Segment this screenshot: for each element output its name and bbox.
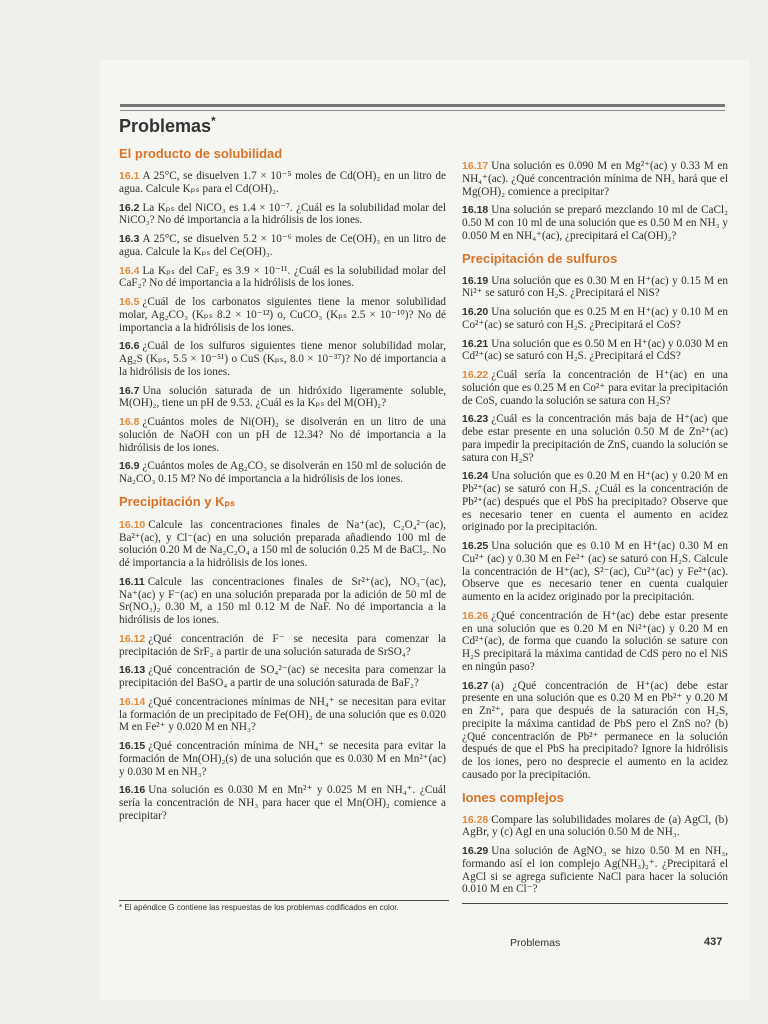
left-column [119, 138, 446, 829]
problem-number: 16.24 [462, 470, 489, 483]
problem-number: 16.14 [119, 695, 146, 708]
problem-number: 16.2 [119, 201, 140, 214]
problem-number: 16.11 [119, 575, 145, 588]
problem-text: Calcule las concentraciones finales de Na⁺(ac), C₂O₄²⁻(ac), Ba²⁺(ac), y Cl⁻(ac) en una solución preparada añadiendo 100 ml de solución 0.20 M de Na₂C₂O₄ a 150 ml de solución 0.25 M de BaCl₂. No dé importancia a la hidrólisis de los iones. [119, 518, 446, 569]
problem-item [462, 540, 728, 604]
problem-number: 16.1 [119, 170, 140, 182]
problem-text: ¿Qué concentración de F⁻ se necesita para comenzar la precipitación de SrF₂ a partir de una solución saturada de SrSO₄? [119, 632, 446, 658]
problem-item [119, 296, 446, 334]
problem-item [462, 470, 728, 534]
problem-item [119, 233, 446, 259]
problem-text: Una solución es 0.090 M en Mg²⁺(ac) y 0.33 M en NH₄⁺(ac). ¿Qué concentración mínima de NH₃ hará que el Mg(OH)₂ comience a precipitar? [462, 160, 728, 198]
title-text: Problemas [119, 116, 212, 136]
problem-number: 16.17 [462, 160, 489, 172]
problem-text: ¿Qué concentración de H⁺(ac) debe estar presente en una solución que es 0.20 M en Ni²⁺(ac) y 0.20 M en Cd²⁺(ac), de forma que cuando la solución se sature con H₂S precipitará la máxima cantidad de CdS pero no el NiS en ningún paso? [462, 609, 728, 673]
problem-item [119, 460, 446, 486]
problem-item [462, 160, 728, 198]
problem-item [462, 338, 728, 364]
problem-number: 16.19 [462, 274, 489, 287]
problem-text: Calcule las concentraciones finales de Sr²⁺(ac), NO₃⁻(ac), Na⁺(ac) y F⁻(ac) en una solución preparada por la adición de 50 ml de Sr(NO₃)₂ 0.30 M, a 150 ml 0.12 M de NaF. No dé importancia a la hidrólisis de los iones. [119, 575, 446, 626]
problem-number: 16.5 [119, 296, 140, 308]
problem-text: Una solución que es 0.30 M en H⁺(ac) y 0.15 M en Ni²⁺ se saturó con H₂S. ¿Precipitará el NiS? [462, 274, 728, 300]
problem-text: A 25°C, se disuelven 5.2 × 10⁻⁶ moles de Ce(OH)₃ en un litro de agua. Calcule la Kₚₛ del Ce(OH)₃. [119, 233, 446, 258]
problem-item [462, 204, 728, 242]
problem-number: 16.10 [119, 518, 146, 531]
problem-number: 16.16 [119, 784, 146, 797]
problem-text: ¿Qué concentración de SO₄²⁻(ac) se necesita para comenzar la precipitación del BaSO₄ a partir de una solución saturada de BaF₂? [119, 664, 446, 689]
problem-item [119, 633, 446, 659]
problem-text: ¿Cuál de los sulfuros siguientes tiene menor solubilidad molar, Ag₂S (Kₚₛ, 5.5 × 10⁻⁵¹) o CuS (Kₚₛ, 8.0 × 10⁻³⁷)? No dé importancia a la hidrólisis de los iones. [119, 340, 446, 378]
problem-text: Una solución que es 0.20 M en H⁺(ac) y 0.20 M en Pb²⁺(ac) se saturó con H₂S. ¿Cuál es la concentración de Pb²⁺(ac) después que el PbS ha precipitado? Observe que es necesario tener en cuenta el aumento en acidez originado por la precipitación. [462, 470, 728, 534]
problem-item [462, 306, 728, 332]
problem-item [119, 385, 446, 411]
problem-text: Una solución se preparó mezclando 10 ml de CaCl₂ 0.50 M con 10 ml de una solución que es 0.50 M en NH₃ y 0.050 M en NH₄⁺(ac), ¿precipitará el Ca(OH)₂? [462, 204, 728, 242]
problem-item [119, 340, 446, 378]
problem-text: La Kₚₛ del NiCO₃ es 1.4 × 10⁻⁷. ¿Cuál es la solubilidad molar del NiCO₃? No dé importancia a la hidrólisis de los iones. [119, 201, 446, 227]
problem-item [119, 265, 446, 291]
problem-text: Una solución es 0.030 M en Mn²⁺ y 0.025 M en NH₄⁺. ¿Cuál sería la concentración de NH₃ para hacer que el Mn(OH)₂ comience a precipitar? [119, 784, 446, 822]
footnote-rule [119, 900, 449, 901]
problem-number: 16.4 [119, 264, 140, 277]
problem-text: A 25°C, se disuelven 1.7 × 10⁻⁵ moles de Cd(OH)₂ en un litro de agua. Calcule Kₚₛ para el Cd(OH)₂. [119, 170, 446, 195]
problem-number: 16.8 [119, 416, 140, 428]
problem-item [119, 664, 446, 690]
problem-number: 16.18 [462, 204, 489, 217]
problem-item [119, 784, 446, 822]
problem-number: 16.15 [119, 740, 146, 752]
problem-item [119, 202, 446, 228]
problem-number: 16.3 [119, 233, 140, 245]
problem-number: 16.29 [462, 845, 489, 857]
problem-item [119, 740, 446, 778]
problem-number: 16.28 [462, 813, 489, 826]
problem-item [462, 845, 728, 896]
problem-text: ¿Qué concentración mínima de NH₄⁺ se necesita para evitar la formación de Mn(OH)₂(s) de una solución que es 0.030 M en Mn²⁺(ac) y 0.030 M en NH₃? [119, 740, 446, 778]
section-heading: Iones complejos [462, 789, 564, 805]
problem-number: 16.13 [119, 664, 146, 677]
problem-text: (a) ¿Qué concentración de H⁺(ac) debe estar presente en una solución que es 0.20 M en Pb²⁺ y 0.20 M en Zn²⁺, para que después de la saturación con H₂S, precipite la máxima cantidad de PbS pero el ZnS no? (b) ¿Qué concentración de Pb²⁺ permanece en la solución después de que el PbS ha precipitado? Ignore la hidrólisis de los iones, pero no desprecie el aumento en la acidez causado por la precipitación. [462, 679, 728, 781]
problem-number: 16.21 [462, 337, 489, 350]
problem-number: 16.23 [462, 413, 489, 426]
problem-number: 16.12 [119, 632, 146, 645]
problem-item [462, 610, 728, 674]
problem-text: Una solución que es 0.50 M en H⁺(ac) y 0.030 M en Cd²⁺(ac) se saturó con H₂S. ¿Precipitará el CdS? [462, 337, 728, 363]
problem-item [119, 416, 446, 454]
problem-number: 16.7 [119, 384, 140, 397]
problem-number: 16.27 [462, 679, 489, 692]
problem-text: ¿Cuántos moles de Ag₂CO₃ se disolverán en 150 ml de solución de Na₂CO₃ 0.15 M? No dé importancia a la hidrólisis de los iones. [119, 460, 446, 485]
problem-number: 16.9 [119, 460, 140, 473]
page-number: 437 [704, 936, 723, 948]
problem-text: ¿Qué concentraciones mínimas de NH₄⁺ se necesitan para evitar la formación de un precipitado de Fe(OH)₂ de una solución que es 0.020 M en Fe²⁺ y 0.020 M en NH₃? [119, 695, 446, 734]
problem-text: ¿Cuántos moles de Ni(OH)₂ se disolverán en un litro de una solución de NaOH con un pH de 12.34? No dé importancia a la hidrólisis de los iones. [119, 416, 446, 454]
running-title: Problemas [510, 937, 561, 949]
problem-number: 16.25 [462, 540, 489, 552]
problem-item [462, 275, 728, 301]
problem-text: La Kₚₛ del CaF₂ es 3.9 × 10⁻¹¹. ¿Cuál es la solubilidad molar del CaF₂? No dé importancia a la hidrólisis de los iones. [119, 264, 446, 290]
problem-text: Una solución que es 0.25 M en H⁺(ac) y 0.10 M en Co²⁺(ac) se saturó con H₂S. ¿Precipitará el CoS? [462, 306, 728, 331]
problem-item [462, 814, 728, 840]
problem-number: 16.6 [119, 340, 140, 353]
problem-item [462, 369, 728, 407]
section-heading: Precipitación y Kₚₛ [119, 493, 235, 509]
right-column [462, 160, 728, 902]
problem-item [119, 576, 446, 627]
problem-text: ¿Cuál es la concentración más baja de H⁺(ac) que debe estar presente en una solución 0.50 M de Zn²⁺(ac) para impedir la precipitación de ZnS, cuando la solución se satura con H₂S? [462, 413, 728, 464]
problem-text: Compare las solubilidades molares de (a) AgCl, (b) AgBr, y (c) AgI en una solución 0.50 M de NH₃. [462, 813, 728, 839]
header-rule [120, 104, 725, 107]
problem-number: 16.22 [462, 369, 489, 381]
problem-item [462, 680, 728, 782]
problem-number: 16.20 [462, 306, 489, 318]
footnote: * El apéndice G contiene las respuestas de los problemas codificados en color. [119, 903, 399, 912]
section-heading: Precipitación de sulfuros [462, 250, 618, 266]
problem-text: Una solución saturada de un hidróxido ligeramente soluble, M(OH)₂, tiene un pH de 9.53. ¿Cuál es la Kₚₛ del M(OH)₂? [119, 384, 446, 410]
title-asterisk: * [211, 114, 216, 128]
header-rule-thin [120, 110, 725, 111]
section-heading: El producto de solubilidad [119, 146, 283, 161]
page-title [119, 114, 216, 137]
problem-item [119, 696, 446, 734]
problem-item [462, 413, 728, 464]
problem-text: Una solución de AgNO₃ se hizo 0.50 M en NH₃, formando así el ion complejo Ag(NH₃)₂⁺. ¿Precipitará el AgCl si se agrega suficiente NaCl para hacer la solución 0.010 M en Cl⁻? [462, 845, 728, 896]
problem-item [119, 519, 446, 570]
problem-text: ¿Cuál sería la concentración de H⁺(ac) en una solución que es 0.25 M en Co²⁺ para evitar la precipitación de CoS, cuando la solución se satura con H₂S? [462, 369, 728, 407]
problem-item [119, 170, 446, 196]
problem-text: Una solución que es 0.10 M en H⁺(ac) 0.30 M en Cu²⁺ (ac) y 0.30 M en Fe²⁺ (ac) se saturó con H₂S. Calcule la concentración de H⁺(ac), S²⁻(ac), Cu²⁺(ac) y Fe²⁺(ac). Observe que es necesario tener en cuenta cualquier aumento en la acidez originado por la precipitación. [462, 540, 728, 603]
problem-text: ¿Cuál de los carbonatos siguientes tiene la menor solubilidad molar, Ag₂CO₃ (Kₚₛ 8.2 × 10⁻¹²) o, CuCO₃ (Kₚₛ 2.5 × 10⁻¹⁰)? No dé importancia a la hidrólisis de los iones. [119, 296, 446, 334]
column-end-rule [462, 903, 728, 904]
problem-number: 16.26 [462, 609, 489, 622]
